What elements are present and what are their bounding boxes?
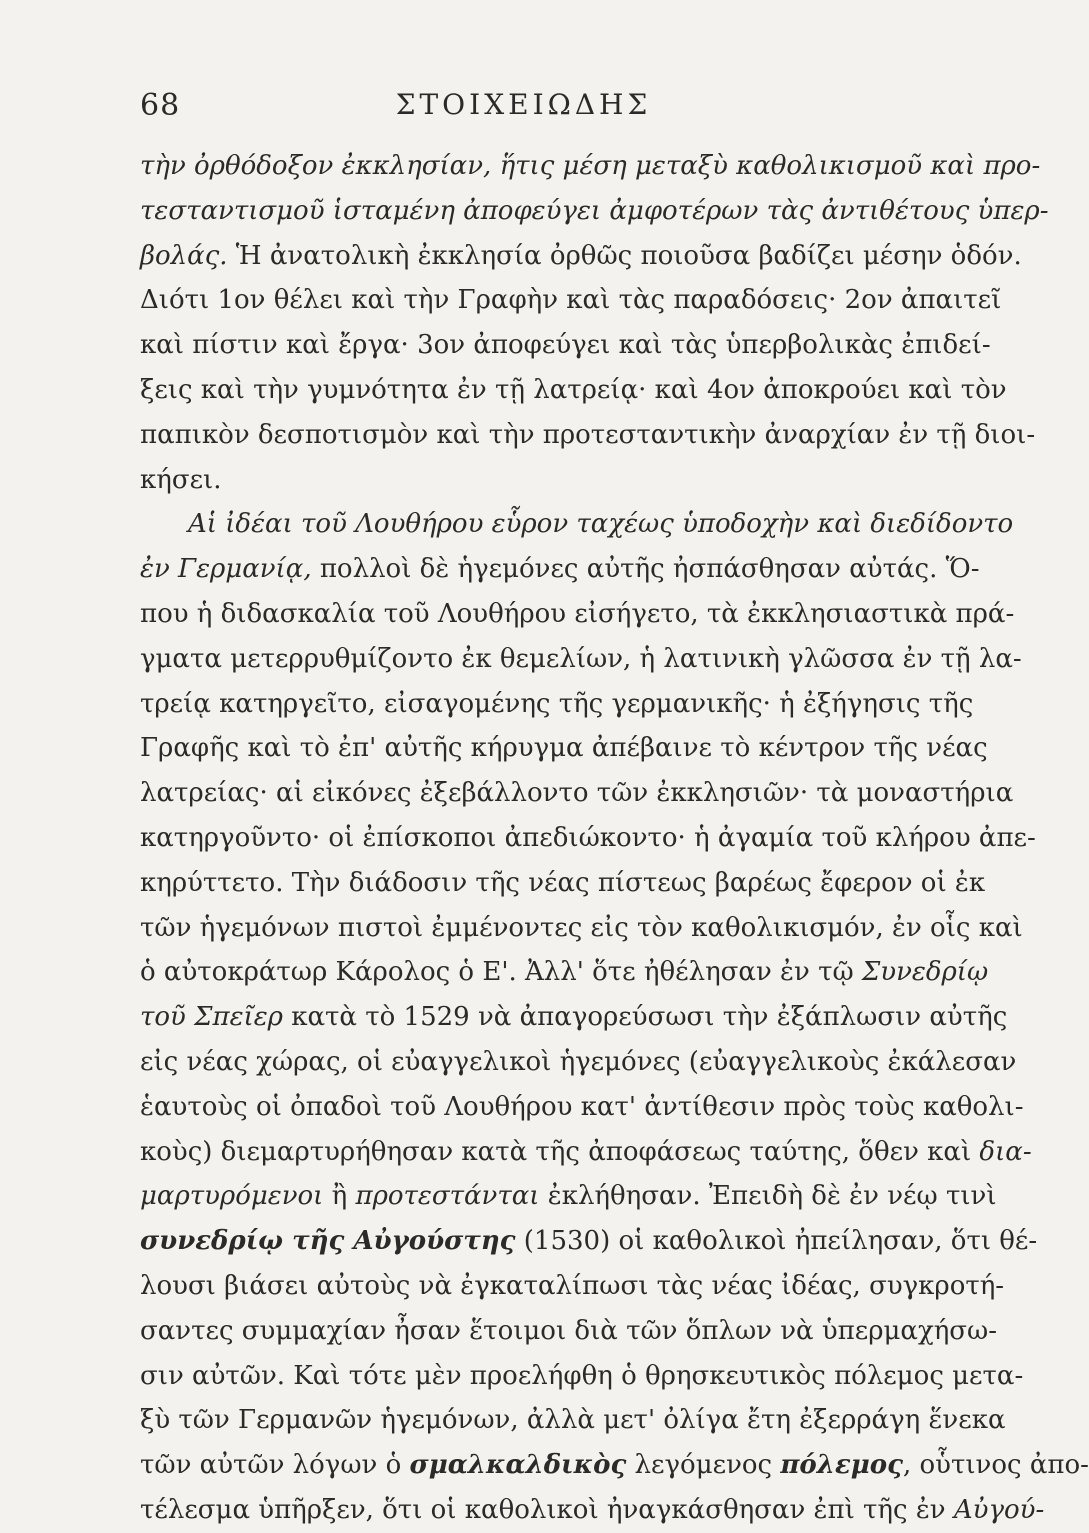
- text-segment: λουσι βιάσει αὐτοὺς νὰ ἐγκαταλίπωσι τὰς νέας ἰδέας, συγκροτή-: [140, 1270, 1005, 1301]
- text-segment: Γραφῆς καὶ τὸ ἐπ' αὐτῆς κήρυγμα ἀπέβαινε τὸ κέντρον τῆς νέας: [140, 733, 988, 764]
- text-line: [140, 1174, 997, 1219]
- text-segment: ὁ αὐτοκράτωρ Κάρολος ὁ Ε'. Ἀλλ' ὅτε ἠθέλησαν ἐν τῷ: [140, 957, 862, 988]
- text-segment: προτεστάνται: [355, 1181, 540, 1212]
- text-line: [140, 1398, 1006, 1443]
- text-line: [140, 726, 988, 771]
- text-line: [140, 995, 1008, 1040]
- text-line: [140, 906, 1023, 951]
- text-line: [140, 413, 1036, 458]
- text-line: [140, 234, 1022, 279]
- text-line: [140, 1085, 1024, 1130]
- text-segment: σμαλκαλδικὸς: [409, 1450, 627, 1481]
- text-segment: κηρύττετο. Τὴν διάδοσιν τῆς νέας πίστεως βαρέως ἔφερον οἱ ἐκ: [140, 867, 986, 898]
- text-segment: τῶν ἡγεμόνων πιστοὶ ἐμμένοντες εἰς τὸν καθολικισμόν, ἐν οἷς καὶ: [140, 912, 1023, 943]
- text-segment: βολάς.: [140, 240, 228, 271]
- text-segment: εἰς νέας χώρας, οἱ εὐαγγελικοὶ ἡγεμόνες (εὐαγγελικοὺς ἐκάλεσαν: [140, 1046, 1017, 1077]
- text-line: [140, 1488, 1045, 1533]
- text-segment: που ἡ διδασκαλία τοῦ Λουθήρου εἰσήγετο, τὰ ἐκκλησιαστικὰ πρά-: [140, 598, 1015, 629]
- text-segment: λατρείας· αἱ εἰκόνες ἐξεβάλλοντο τῶν ἐκκλησιῶν· τὰ μοναστήρια: [140, 778, 1014, 809]
- text-segment: ἐκλήθησαν. Ἐπειδὴ δὲ ἐν νέῳ τινὶ: [539, 1181, 997, 1212]
- text-segment: τοῦ Σπεῖερ: [140, 1002, 283, 1033]
- text-segment: ἑαυτοὺς οἱ ὀπαδοὶ τοῦ Λουθήρου κατ' ἀντίθεσιν πρὸς τοὺς καθολι-: [140, 1091, 1024, 1122]
- text-line: [140, 189, 1049, 234]
- text-segment: καὶ πίστιν καὶ ἔργα· 3ον ἀποφεύγει καὶ τὰς ὑπερβολικὰς ἐπιδεί-: [140, 330, 991, 361]
- text-line: [140, 368, 1007, 413]
- text-segment: κοὺς) διεμαρτυρήθησαν κατὰ τῆς ἀποφάσεως ταύτης, ὅθεν καὶ: [140, 1136, 980, 1167]
- text-line: [140, 278, 1002, 323]
- text-line: [140, 861, 986, 906]
- running-title: ΣΤΟΙΧΕΙΩΔΗΣ: [395, 88, 652, 121]
- text-segment: τεσταντισμοῦ ἱσταμένη ἀποφεύγει ἀμφοτέρων τὰς ἀντιθέτους ὑπερ-: [140, 195, 1049, 226]
- text-line: [140, 144, 1041, 189]
- text-segment: ἐν Γερμανίᾳ,: [140, 554, 312, 585]
- page-header: [0, 88, 987, 128]
- text-segment: (1530) οἱ καθολικοὶ ἠπείλησαν, ὅτι θέ-: [515, 1226, 1038, 1257]
- text-segment: Ἡ ἀνατολικὴ ἐκκλησία ὀρθῶς ποιοῦσα βαδίζει μέσην ὁδόν.: [227, 240, 1022, 271]
- text-segment: δια-: [979, 1136, 1032, 1167]
- text-line: [140, 1040, 1017, 1085]
- text-segment: Διότι 1ον θέλει καὶ τὴν Γραφὴν καὶ τὰς παραδόσεις· 2ον ἀπαιτεῖ: [140, 285, 1002, 316]
- page-number: 68: [140, 88, 181, 123]
- text-segment: τέλεσμα ὑπῆρξεν, ὅτι οἱ καθολικοὶ ἠναγκάσθησαν ἐπὶ τῆς ἐν: [140, 1494, 954, 1525]
- text-line: [140, 637, 1022, 682]
- text-segment: ξὺ τῶν Γερμανῶν ἡγεμόνων, ἀλλὰ μετ' ὀλίγα ἔτη ἐξερράγη ἕνεκα: [140, 1405, 1006, 1436]
- text-line: [140, 950, 989, 995]
- text-line: [140, 1443, 1089, 1488]
- text-line: [140, 1354, 1024, 1399]
- text-segment: τὴν ὀρθόδοξον ἐκκλησίαν, ἥτις μέση μεταξὺ καθολικισμοῦ καὶ προ-: [140, 151, 1041, 181]
- text-line: [140, 1219, 1038, 1264]
- text-line: [140, 547, 980, 592]
- text-line: [140, 682, 974, 727]
- text-segment: τῶν αὐτῶν λόγων ὁ: [140, 1450, 410, 1481]
- text-segment: παπικὸν δεσποτισμὸν καὶ τὴν προτεσταντικὴν ἀναρχίαν ἐν τῇ διοι-: [140, 419, 1036, 450]
- text-segment: ξεις καὶ τὴν γυμνότητα ἐν τῇ λατρείᾳ· καὶ 4ον ἀποκρούει καὶ τὸν: [140, 374, 1007, 405]
- text-segment: κατηργοῦντο· οἱ ἐπίσκοποι ἀπεδιώκοντο· ἡ ἀγαμία τοῦ κλήρου ἀπε-: [140, 822, 1036, 853]
- text-segment: λεγόμενος: [626, 1450, 781, 1481]
- text-segment: μαρτυρόμενοι: [140, 1181, 324, 1212]
- text-segment: Αὐγού-: [953, 1494, 1045, 1525]
- text-segment: σιν αὐτῶν. Καὶ τότε μὲν προελήφθη ὁ θρησκευτικὸς πόλεμος μετα-: [140, 1360, 1024, 1391]
- text-line: [140, 458, 848, 503]
- text-line: [140, 1130, 1032, 1175]
- text-line: [140, 323, 991, 368]
- text-line: [140, 771, 1014, 816]
- text-segment: γματα μετερρυθμίζοντο ἐκ θεμελίων, ἡ λατινικὴ γλῶσσα ἐν τῇ λα-: [140, 643, 1022, 674]
- text-line: [140, 592, 1015, 637]
- text-segment: Συνεδρίῳ: [861, 957, 989, 988]
- text-line: [140, 1264, 1005, 1309]
- body-text: [140, 144, 1089, 1533]
- text-line: [140, 502, 1014, 547]
- text-segment: πόλεμος: [780, 1450, 903, 1481]
- text-segment: κήσει.: [140, 464, 222, 495]
- text-line: [140, 1309, 998, 1354]
- text-segment: πολλοὶ δὲ ἡγεμόνες αὐτῆς ἠσπάσθησαν αὐτάς. Ὅ-: [311, 554, 980, 585]
- text-segment: κατὰ τὸ 1529 νὰ ἀπαγορεύσωσι τὴν ἐξάπλωσιν αὐτῆς: [282, 1002, 1008, 1033]
- text-segment: σαντες συμμαχίαν ἦσαν ἕτοιμοι διὰ τῶν ὅπλων νὰ ὑπερμαχήσω-: [140, 1315, 998, 1346]
- text-segment: συνεδρίῳ τῆς Αὐγούστης: [140, 1226, 516, 1257]
- text-segment: τρείᾳ κατηργεῖτο, εἰσαγομένης τῆς γερμανικῆς· ἡ ἐξήγησις τῆς: [140, 688, 974, 719]
- text-segment: ἢ: [323, 1181, 356, 1212]
- text-segment: Αἱ ἰδέαι τοῦ Λουθήρου εὗρον ταχέως ὑποδοχὴν καὶ διεδίδοντο: [188, 509, 1014, 540]
- text-segment: , οὗτινος ἀπο-: [902, 1450, 1089, 1481]
- text-line: [140, 816, 1036, 861]
